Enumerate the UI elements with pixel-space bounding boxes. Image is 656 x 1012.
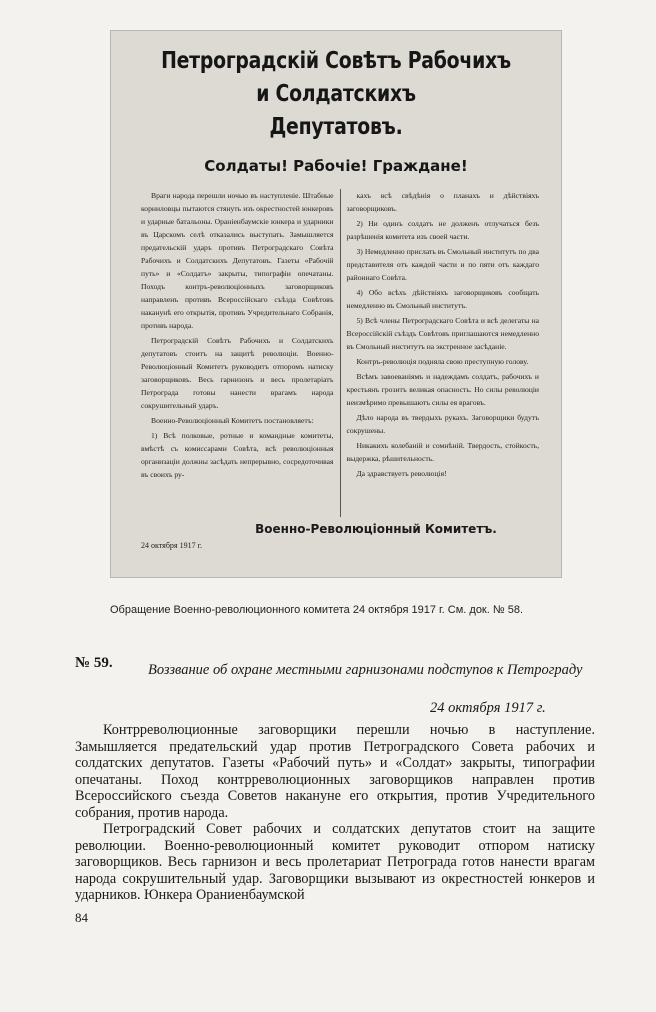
poster-date: 24 октября 1917 г. (141, 541, 202, 550)
poster-right-paragraph: 5) Всѣ члены Петроградскаго Совѣта и всѣ делегаты на Всероссійскій съѣздъ Совѣтовъ приглашаются немедленно въ Смольный институтъ на экстренное засѣданіе. (346, 316, 539, 351)
poster-title-line-2: Депутатовъ. (269, 114, 403, 140)
poster-right-paragraph: Всѣмъ завоеваніямъ и надеждамъ солдатъ, рабочихъ и крестьянъ грозитъ великая опасность. Но силы революціи неизмѣримо превышаютъ силы ея враговъ. (346, 372, 539, 407)
poster-right-paragraph: 2) Ни одинъ солдатъ не долженъ отлучаться безъ разрѣшенія комитета изъ своей части. (346, 219, 539, 241)
poster-right-paragraph: Контръ-революція подняла свою преступную голову. (356, 357, 529, 366)
document-body (75, 722, 595, 904)
body-paragraph: Петроградский Совет рабочих и солдатских депутатов стоит на защите революции. Военно-революционный комитет руководит отпором натиску заговорщиков. Весь гарнизон и весь пролетариат Петрограда готов нанести врагам народа сокрушительный удар. Заговорщики вызывают из окрестностей юнкеров и ударников. Юнкера Ораниенбаумской (75, 821, 595, 903)
poster-title-line-1: Петроградскій Совѣтъ Рабочихъ и Солдатскихъ (161, 48, 511, 107)
poster-right-paragraph: Никакихъ колебаній и сомнѣній. Твердость, стойкость, выдержка, рѣшительность. (346, 441, 539, 463)
poster-left-paragraph: Враги народа перешли ночью въ наступленіе. Штабные корниловцы пытаются стянуть изъ окрестностей юнкеровъ и ударные батальоны. Ораніенбаумскіе юнкера и ударники въ Царскомъ селѣ отказались выступать. Замышляется предательскій ударъ противъ Петроградскаго Совѣта Рабочихъ и Солдатскихъ Депутатовъ. Газеты «Рабочій путь» и «Солдатъ» закрыты, типографіи опечатаны. Походъ контръ-революціонныхъ заговорщиковъ направленъ противъ Всероссійскаго съѣзда Совѣтовъ наканунѣ его открытія, противъ Учредительнаго Собранія, противъ народа. (141, 191, 334, 330)
poster-right-paragraph: Дѣло народа въ твердыхъ рукахъ. Заговорщики будутъ сокрушены. (346, 413, 539, 435)
poster-image (110, 30, 562, 578)
poster-left-column (141, 189, 340, 517)
poster-subtitle: Солдаты! Рабочіе! Граждане! (204, 157, 468, 175)
poster-right-paragraph: 4) Обо всѣхъ дѣйствіяхъ заговорщиковъ сообщать немедленно въ Смольный институтъ. (346, 288, 539, 310)
poster-signature: Военно-Революціонный Комитетъ. (255, 522, 497, 536)
poster-left-paragraph: 1) Всѣ полковые, ротные и командные комитеты, вмѣстѣ съ комиссарами Совѣта, всѣ революціонныя организаціи должны засѣдать непрерывно, сосредоточивая въ своихъ ру- (141, 431, 334, 479)
poster-right-column (341, 189, 540, 517)
poster-right-paragraph: 3) Немедленно прислать въ Смольный институтъ по два представителя отъ каждой части и по пяти отъ каждаго районнаго Совѣта. (346, 247, 539, 282)
poster-columns (141, 189, 539, 517)
page-number: 84 (75, 910, 88, 925)
body-paragraph: Контрреволюционные заговорщики перешли ночью в наступление. Замышляется предательский удар против Петроградского Совета рабочих и солдатских депутатов. Газеты «Рабочий путь» и «Солдат» закрыты, типографии опечатаны. Поход контрреволюционных заговорщиков направлен против Всероссийского съезда Советов накануне его открытия, против Учредительного собрания, против народа. (75, 722, 595, 821)
document-date: 24 октября 1917 г. (430, 700, 546, 716)
document-number: № 59. (75, 655, 113, 671)
poster-right-paragraph: Да здравствуетъ революція! (356, 469, 447, 478)
poster-title (152, 45, 521, 144)
poster-left-paragraph: Военно-Революціонный Комитетъ постановляетъ: (151, 416, 314, 425)
poster-left-paragraph: Петроградскій Совѣтъ Рабочихъ и Солдатскихъ депутатовъ стоитъ на защитѣ революціи. Военно-Революціонный Комитетъ руководитъ отпоромъ натиску заговорщиковъ. Весь гарнизонъ и весь пролетаріатъ Петрограда готовы нанести врагамъ народа сокрушительный ударъ. (141, 336, 334, 410)
document-heading: Воззвание об охране местными гарнизонами подступов к Петрограду (148, 662, 583, 678)
poster-right-paragraph: кахъ всѣ свѣдѣнія о планахъ и дѣйствіяхъ заговорщиковъ. (346, 191, 539, 213)
poster-caption: Обращение Военно-революционного комитета 24 октября 1917 г. См. док. № 58. (110, 604, 524, 616)
